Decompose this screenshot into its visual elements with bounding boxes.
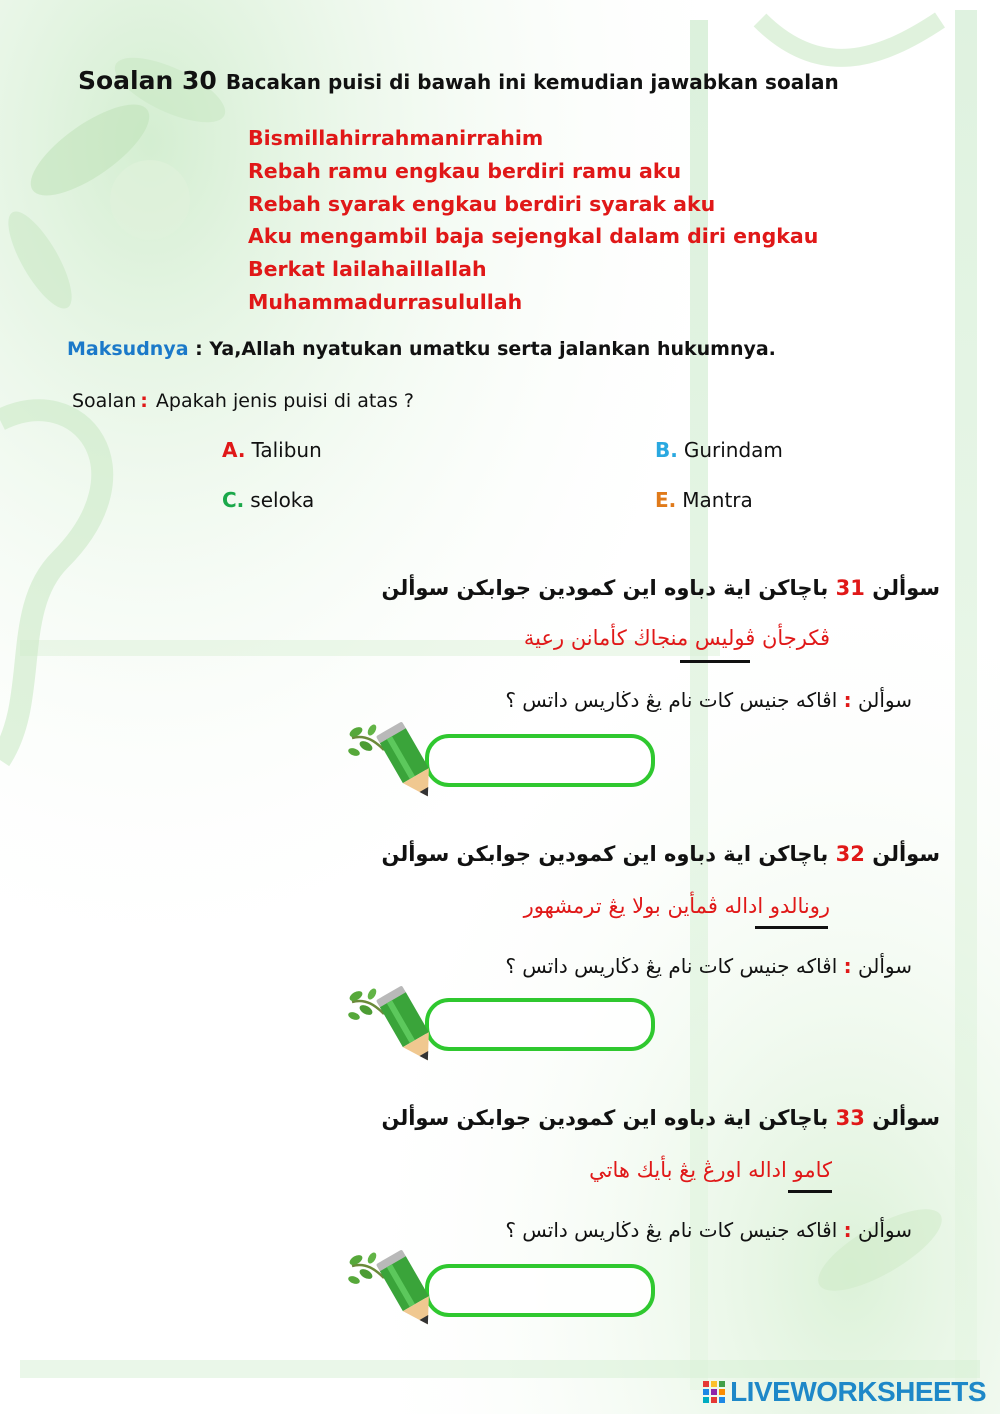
option-c-text: seloka — [250, 488, 315, 512]
question-33-ask — [505, 1218, 912, 1242]
poem-line: Berkat lailahaillallah — [248, 257, 487, 282]
option-b[interactable] — [655, 438, 783, 462]
question-31-ask — [505, 688, 912, 712]
underline-mark — [680, 660, 750, 663]
question-32-ask — [505, 954, 912, 978]
option-e[interactable] — [655, 488, 753, 512]
question-32-instruction: باچاكن اية دباوه اين كمودين جوابكن سوألن — [381, 842, 829, 866]
option-a[interactable] — [222, 438, 322, 462]
liveworksheets-logo-icon — [702, 1380, 726, 1404]
ask-colon: : — [843, 954, 852, 978]
ask-text: اڤاكه جنيس كات نام يڠ دڬاريس داتس ؟ — [505, 954, 838, 978]
phrase-part: اداله ڤمأين بولا يڠ ترمشهور — [523, 894, 770, 918]
option-b-text: Gurindam — [683, 438, 783, 462]
ask-text: اڤاكه جنيس كات نام يڠ دڬاريس داتس ؟ — [505, 1218, 838, 1242]
underline-mark — [788, 1190, 832, 1193]
ask-label: سوألن — [858, 688, 912, 712]
underlined-word: ڤوليس — [694, 626, 756, 650]
poem-line: Muhammadurrasulullah — [248, 289, 523, 314]
option-e-letter: E. — [655, 488, 677, 512]
ask-label: سوألن — [858, 954, 912, 978]
question-colon: : — [140, 390, 148, 412]
question-33-label: سوألن — [872, 1106, 940, 1130]
ask-colon: : — [843, 1218, 852, 1242]
pencil-icon — [346, 716, 446, 808]
option-a-text: Talibun — [251, 438, 322, 462]
option-a-letter: A. — [222, 438, 246, 462]
option-c[interactable] — [222, 488, 314, 512]
poem-line: Bismillahirrahmanirrahim — [248, 126, 544, 150]
answer-box-33[interactable] — [425, 1264, 655, 1317]
poem-meaning — [67, 338, 776, 360]
option-c-letter: C. — [222, 488, 245, 512]
poem-line: Rebah ramu engkau berdiri ramu aku — [248, 158, 682, 183]
question-32-label: سوألن — [872, 842, 940, 866]
question-31-phrase — [524, 626, 830, 650]
question-text: Apakah jenis puisi di atas ? — [155, 390, 414, 412]
question-label: Soalan — [72, 390, 137, 412]
question-30-number: Soalan 30 — [78, 66, 217, 95]
question-33-phrase — [589, 1158, 832, 1182]
question-32-phrase — [524, 894, 830, 918]
question-32-number: 32 — [835, 842, 865, 866]
question-33-instruction: باچاكن اية دباوه اين كمودين جوابكن سوألن — [381, 1106, 829, 1130]
question-30-prompt — [72, 390, 414, 412]
underline-mark — [755, 926, 828, 929]
question-30-instruction: Bacakan puisi di bawah ini kemudian jawabkan soalan — [225, 70, 839, 94]
question-31-header — [381, 576, 940, 600]
underlined-word: كامو — [793, 1158, 832, 1182]
pencil-icon — [346, 1244, 446, 1336]
poem-line: Aku mengambil baja sejengkal dalam diri engkau — [248, 224, 819, 249]
meaning-text: : Ya,Allah nyatukan umatku serta jalankan hukumnya. — [188, 338, 776, 360]
ask-text: اڤاكه جنيس كات نام يڠ دڬاريس داتس ؟ — [505, 688, 838, 712]
meaning-label: Maksudnya — [67, 338, 189, 360]
answer-box-32[interactable] — [425, 998, 655, 1051]
phrase-part: منجاڬ كأمانن رعية — [523, 626, 695, 650]
underlined-word: رونالدو — [769, 894, 830, 918]
question-31-label: سوألن — [872, 576, 940, 600]
question-30-header — [78, 66, 839, 95]
question-31-instruction: باچاكن اية دباوه اين كمودين جوابكن سوألن — [381, 576, 829, 600]
option-b-letter: B. — [655, 438, 678, 462]
phrase-part: ڤكرجأن — [755, 626, 830, 650]
poem-line: Rebah syarak engkau berdiri syarak aku — [248, 191, 716, 216]
phrase-part: اداله اورڠ يڠ بأيك هاتي — [589, 1158, 794, 1182]
poem-block — [248, 122, 818, 319]
question-32-header — [381, 842, 940, 866]
question-33-header — [381, 1106, 940, 1130]
pencil-icon — [346, 980, 446, 1072]
question-33-number: 33 — [835, 1106, 865, 1130]
liveworksheets-logo[interactable] — [702, 1376, 986, 1408]
ask-colon: : — [843, 688, 852, 712]
ask-label: سوألن — [858, 1218, 912, 1242]
option-e-text: Mantra — [682, 488, 753, 512]
question-31-number: 31 — [835, 576, 865, 600]
logo-text: LIVEWORKSHEETS — [730, 1376, 986, 1407]
answer-box-31[interactable] — [425, 734, 655, 787]
